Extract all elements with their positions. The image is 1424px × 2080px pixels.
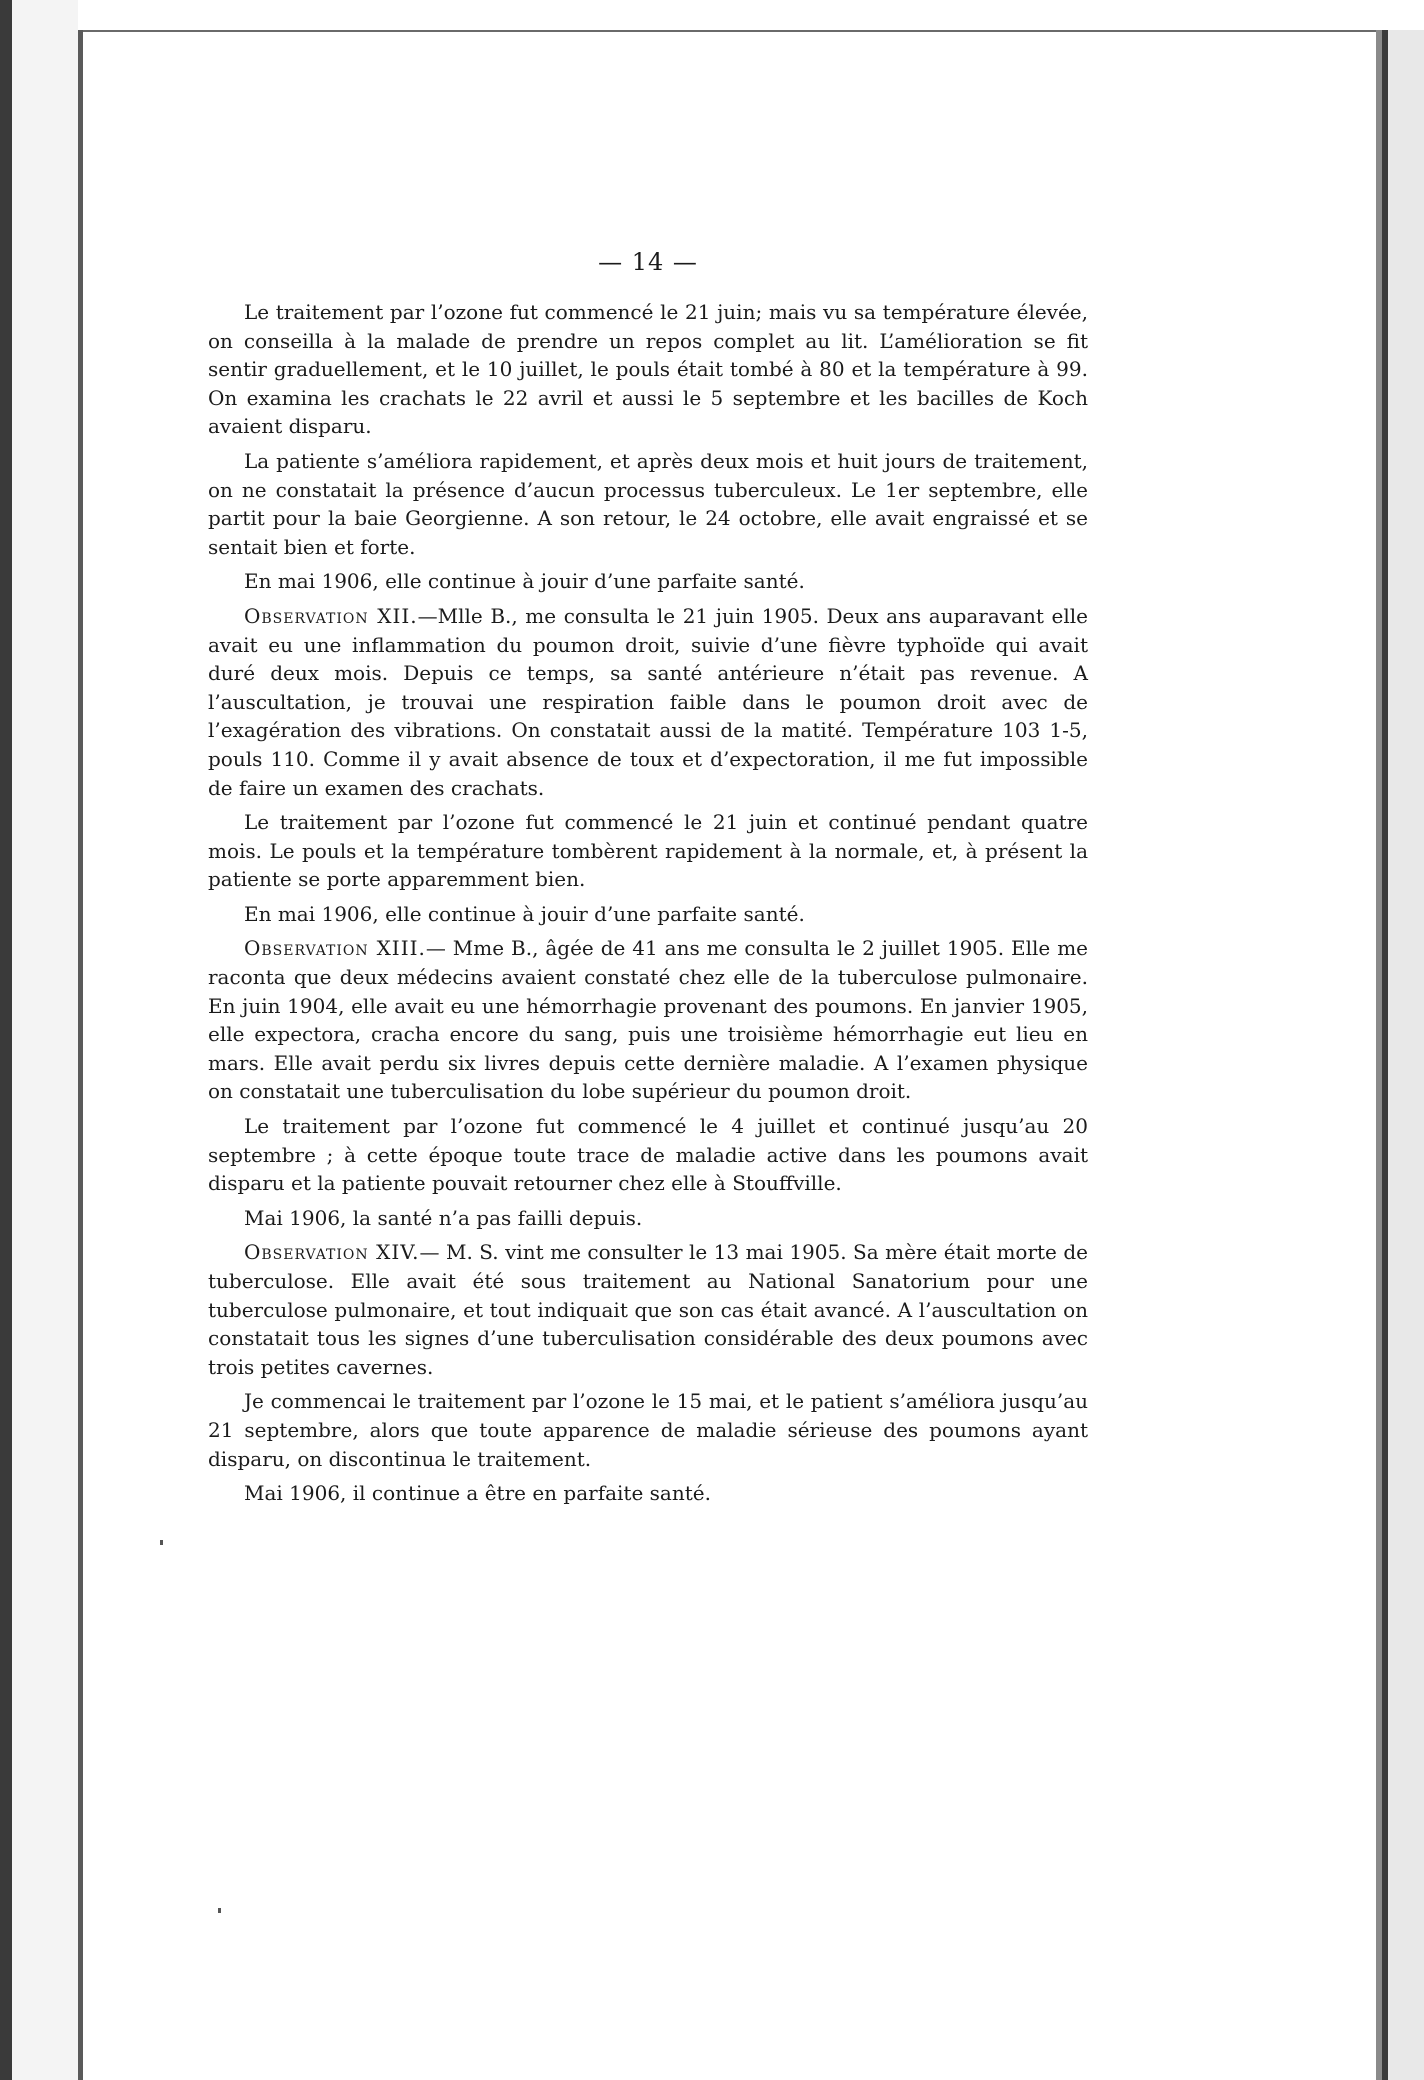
paragraph	[208, 1387, 1088, 1473]
paragraph-text: En mai 1906, elle continue à jouir d’une parfaite santé.	[244, 901, 805, 926]
observation-heading: Observation XIII.	[244, 936, 426, 961]
paragraph-text: Le traitement par l’ozone fut commencé le 4 juillet et continué jusqu’au 20 septembre ; à cette époque toute trace de maladie active dans les poumons avait disparu et la patiente pouvait retourner chez elle à Stouffville.	[208, 1114, 1088, 1196]
paragraph-text: Le traitement par l’ozone fut commencé le 21 juin; mais vu sa température élevée, on conseilla à la malade de prendre un repos complet au lit. L’amélioration se fit sentir graduellement, et le 10 juillet, le pouls était tombé à 80 et la température à 99. On examina les crachats le 22 avril et aussi le 5 septembre et les bacilles de Koch avaient disparu.	[208, 300, 1088, 439]
paragraph-text: — Mme B., âgée de 41 ans me consulta le 2 juillet 1905. Elle me raconta que deux médecins avaient constaté chez elle de la tuberculose pulmonaire. En juin 1904, elle avait eu une hémorrhagie provenant des poumons. En janvier 1905, elle expectora, cracha encore du sang, puis une troisième hémorrhagie eut lieu en mars. Elle avait perdu six livres depuis cette dernière maladie. A l’examen physique on constatait une tuberculisation du lobe supérieur du poumon droit.	[208, 936, 1089, 1104]
observation-paragraph	[208, 602, 1088, 802]
paragraph-text: En mai 1906, elle continue à jouir d’une parfaite santé.	[244, 569, 805, 594]
page-left-border	[78, 30, 83, 2080]
paragraph	[208, 1204, 1088, 1233]
paragraph	[208, 808, 1088, 894]
observation-heading: Observation XII.	[244, 603, 418, 628]
paragraph	[208, 900, 1088, 929]
paragraph-text: Mai 1906, la santé n’a pas failli depuis.	[244, 1205, 643, 1230]
paragraph	[208, 567, 1088, 596]
paragraph-text: Je commencai le traitement par l’ozone le 15 mai, et le patient s’améliora jusqu’au 21 septembre, alors que toute apparence de maladie sérieuse des poumons ayant disparu, on discontinua le traitement.	[208, 1389, 1088, 1471]
page-number: — 14 —	[598, 248, 698, 276]
paragraph	[208, 1479, 1088, 1508]
scan-right-margin	[1388, 30, 1424, 2080]
paragraph-text: — M. S. vint me consulter le 13 mai 1905. Sa mère était morte de tuberculose. Elle avait été sous traitement au National Sanatorium pour une tuberculose pulmonaire, et tout indiquait que son cas était avancé. A l’auscultation on constatait tous les signes d’une tuberculisation considérable des deux poumons avec trois petites cavernes.	[208, 1240, 1088, 1379]
paragraph-text: Le traitement par l’ozone fut commencé le 21 juin et continué pendant quatre mois. Le pouls et la température tombèrent rapidement à la normale, et, à présent la patiente se porte apparemment bien.	[208, 810, 1088, 892]
paragraph	[208, 447, 1088, 561]
observation-paragraph	[208, 1238, 1088, 1381]
paragraph-text: Mai 1906, il continue a être en parfaite santé.	[244, 1481, 711, 1506]
paragraph	[208, 298, 1088, 441]
scan-left-edge	[0, 0, 12, 2080]
scan-speck	[218, 1908, 221, 1913]
scan-left-margin	[12, 0, 78, 2080]
paragraph-text: —Mlle B., me consulta le 21 juin 1905. Deux ans auparavant elle avait eu une inflammation du poumon droit, suivie d’une fièvre typhoïde qui avait duré deux mois. Depuis ce temps, sa santé antérieure n’était pas revenue. A l’auscultation, je trouvai une respiration faible dans le poumon droit avec de l’exagération des vibrations. On constatait aussi de la matité. Température 103 1-5, pouls 110. Comme il y avait absence de toux et d’expectoration, il me fut impossible de faire un examen des crachats.	[208, 603, 1088, 800]
observation-paragraph	[208, 934, 1088, 1106]
page-top-border	[83, 30, 1380, 32]
paragraph	[208, 1112, 1088, 1198]
document-page	[208, 248, 1088, 1514]
scan-speck	[160, 1540, 163, 1545]
observation-heading: Observation XIV.	[244, 1240, 420, 1265]
paragraph-text: La patiente s’améliora rapidement, et après deux mois et huit jours de traitement, on ne constatait la présence d’aucun processus tuberculeux. Le 1er septembre, elle partit pour la baie Georgienne. A son retour, le 24 octobre, elle avait engraissé et se sentait bien et forte.	[208, 448, 1088, 559]
